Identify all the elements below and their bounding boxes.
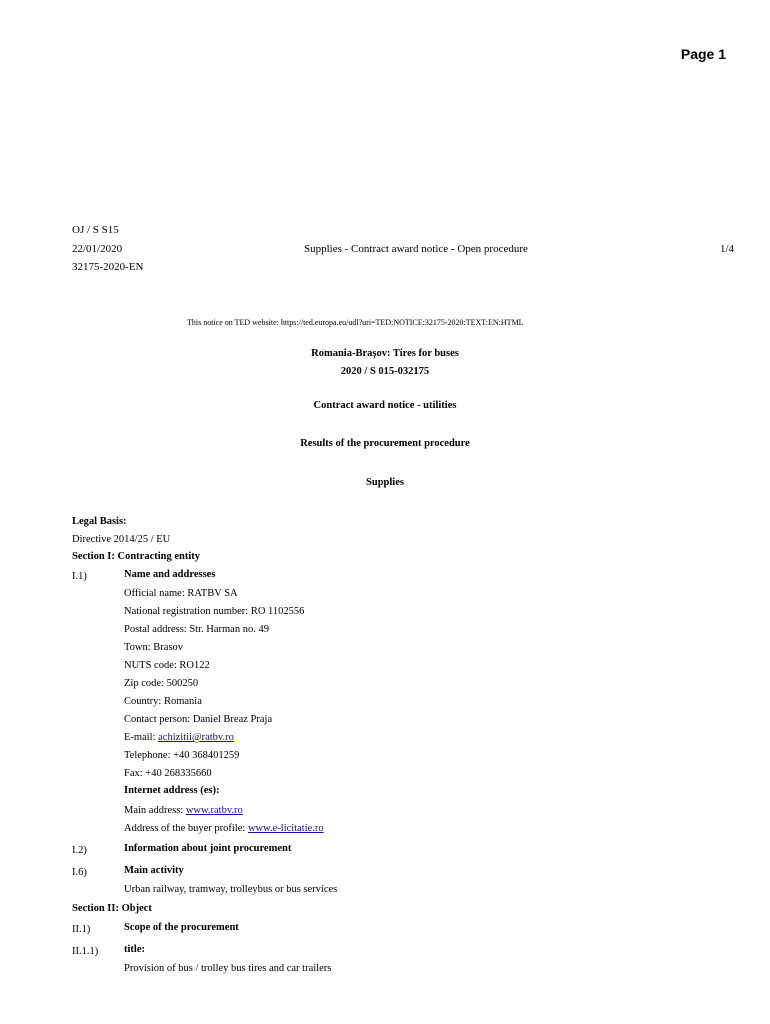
zip-code: Zip code: 500250 <box>124 678 199 689</box>
main-activity: Urban railway, tramway, trolleybus or bus services <box>124 884 338 895</box>
section-number: I.2) <box>72 845 87 856</box>
page-label: Page 1 <box>680 46 726 62</box>
section-number: I.1) <box>72 571 87 582</box>
section-1-heading: Section I: Contracting entity <box>72 551 201 562</box>
fax: Fax: +40 268335660 <box>124 768 212 779</box>
email-row <box>124 732 234 743</box>
buyer-profile-link[interactable]: www.e-licitatie.ro <box>247 823 324 834</box>
legal-basis-label: Legal Basis: <box>72 516 127 527</box>
registration-number: National registration number: RO 1102556 <box>124 606 305 617</box>
notice-type: Contract award notice - utilities <box>313 400 457 411</box>
results-heading: Results of the procurement procedure <box>300 438 470 449</box>
country: Country: Romania <box>124 696 202 707</box>
internet-address-heading: Internet address (es): <box>124 785 220 796</box>
email-label: E-mail: <box>124 732 156 743</box>
notice-date: 22/01/2020 <box>72 243 123 255</box>
page-count: 1/4 <box>719 243 734 255</box>
notice-number: 2020 / S 015-032175 <box>340 366 430 377</box>
town: Town: Brasov <box>124 642 184 653</box>
legal-basis-value: Directive 2014/25 / EU <box>72 534 171 545</box>
section-number: II.1.1) <box>72 946 99 957</box>
postal-address: Postal address: Str. Harman no. 49 <box>124 624 269 635</box>
section-title: Main activity <box>124 865 184 876</box>
section-title: Scope of the procurement <box>124 922 239 933</box>
contract-title: Provision of bus / trolley bus tires and car trailers <box>124 963 332 974</box>
contact-person: Contact person: Daniel Breaz Praja <box>124 714 273 725</box>
main-address-row <box>124 805 243 816</box>
official-name: Official name: RATBV SA <box>124 588 238 599</box>
buyer-profile-label: Address of the buyer profile: <box>124 823 246 834</box>
notice-id: 32175-2020-EN <box>72 261 144 273</box>
section-number: I.6) <box>72 867 87 878</box>
main-address-label: Main address: <box>124 805 184 816</box>
ted-notice-link-text: This notice on TED website: https://ted.europa.eu/udl?uri=TED:NOTICE:32175-2020:TEXT:EN:HTML <box>187 318 524 327</box>
oj-reference: OJ / S S15 <box>72 224 119 236</box>
document-type: Supplies - Contract award notice - Open procedure <box>304 243 528 255</box>
section-2-heading: Section II: Object <box>72 903 152 914</box>
category-heading: Supplies <box>366 477 404 488</box>
main-address-link[interactable]: www.ratbv.ro <box>185 805 243 816</box>
email-link[interactable]: achizitii@ratbv.ro <box>158 732 234 743</box>
section-title: Name and addresses <box>124 569 216 580</box>
section-number: II.1) <box>72 924 91 935</box>
notice-title: Romania-Brașov: Tires for buses <box>311 348 459 359</box>
nuts-code: NUTS code: RO122 <box>124 660 210 671</box>
buyer-profile-row <box>124 823 324 834</box>
telephone: Telephone: +40 368401259 <box>124 750 240 761</box>
section-title: title: <box>124 944 145 955</box>
section-title: Information about joint procurement <box>124 843 292 854</box>
